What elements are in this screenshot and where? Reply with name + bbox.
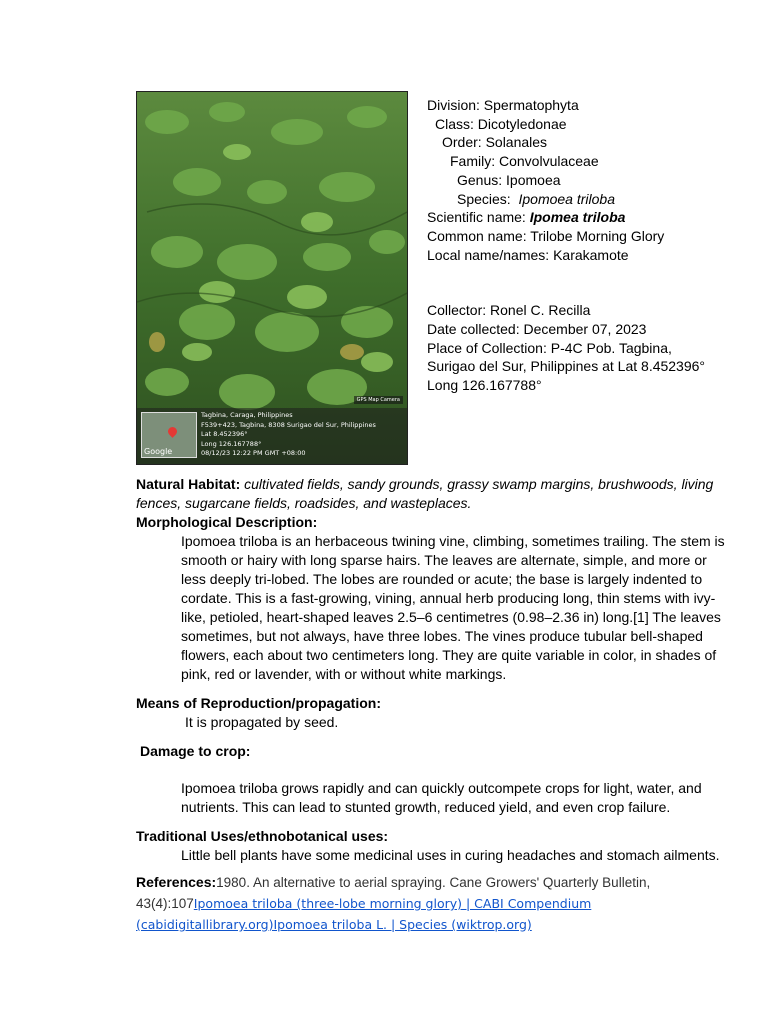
references bbox=[136, 872, 726, 935]
reproduction-heading: Means of Reproduction/propagation: bbox=[136, 695, 381, 711]
species-label: Species: bbox=[457, 190, 519, 207]
order: Order: Solanales bbox=[442, 134, 548, 151]
gps-datetime: 08/12/23 12:22 PM GMT +08:00 bbox=[201, 449, 306, 457]
natural-habitat bbox=[136, 475, 726, 513]
gps-minimap bbox=[141, 412, 197, 458]
map-logo: Google bbox=[144, 447, 173, 456]
date-collected: Date collected: December 07, 2023 bbox=[427, 321, 647, 338]
uses-text: Little bell plants have some medicinal uses in curing headaches and stomach ailments. bbox=[181, 847, 720, 863]
uses-heading: Traditional Uses/ethnobotanical uses: bbox=[136, 828, 389, 844]
gps-location: Tagbina, Caraga, Philippines bbox=[201, 411, 293, 419]
local-name: Local name/names: Karakamote bbox=[427, 246, 629, 263]
damage-heading: Damage to crop: bbox=[140, 743, 251, 759]
species-value: Ipomoea triloba bbox=[518, 190, 615, 207]
genus: Genus: Ipomoea bbox=[457, 171, 561, 188]
gps-camera-badge: GPS Map Camera bbox=[354, 396, 403, 404]
map-pin-icon bbox=[166, 425, 179, 438]
family: Family: Convolvulaceae bbox=[450, 153, 599, 170]
class: Class: Dicotyledonae bbox=[435, 115, 567, 132]
reproduction-text: It is propagated by seed. bbox=[185, 714, 339, 730]
common-name: Common name: Trilobe Morning Glory bbox=[427, 227, 665, 244]
natural-habitat-value: cultivated fields, sandy grounds, grassy swamp margins, brushwoods, living fences, sugarcane fields, roadsides, and wasteplaces. bbox=[136, 476, 714, 511]
species bbox=[427, 190, 747, 209]
collector: Collector: Ronel C. Recilla bbox=[427, 302, 591, 319]
morphology-heading: Morphological Description: bbox=[136, 514, 318, 530]
morphology-text: Ipomoea triloba is an herbaceous twining vine, climbing, sometimes trailing. The stem is smooth or hairy with long sparse hairs. The leaves are alternate, simple, and more or less deeply tri-lobed. The lobes are rounded or acute; the base is largely indented to cordate. This is a fast-growing, vining, annual herb producing long, thin stems with ivy-like, petioled, heart-shaped leaves 2.5–6 centimetres (0.98–2.36 in) long.[1] The leaves sometimes, but not always, have three lobes. The vines produce tubular bell-shaped flowers, each about two centimeters long. They are quite variable in color, in shades of pink, red or lavender, with or without white markings. bbox=[181, 533, 725, 682]
gps-address: F539+423, Tagbina, 8308 Surigao del Sur, Philippines bbox=[201, 420, 376, 429]
references-text: 1980. An alternative to aerial spraying. Cane Growers' Quarterly Bulletin, 43(4):107 bbox=[136, 875, 651, 911]
scientific-name bbox=[427, 208, 747, 227]
description-body bbox=[136, 475, 726, 935]
scientific-name-value: Ipomea triloba bbox=[529, 209, 626, 226]
natural-habitat-label: Natural Habitat: bbox=[136, 476, 241, 492]
collection-long: Long 126.167788° bbox=[427, 377, 542, 394]
scientific-name-label: Scientific name: bbox=[427, 209, 530, 226]
gps-long: Long 126.167788° bbox=[201, 439, 262, 448]
reference-link-wiktrop[interactable]: Ipomoea triloba L. | Species (wiktrop.org) bbox=[273, 917, 532, 932]
place-of-collection-cont: Surigao del Sur, Philippines at Lat 8.452396° bbox=[427, 358, 706, 375]
gps-lat: Lat 8.452396° bbox=[201, 430, 248, 438]
reference-link-cabi[interactable]: Ipomoea triloba (three-lobe morning glory) | CABI Compendium (cabidigitallibrary.org) bbox=[136, 896, 592, 932]
gps-overlay bbox=[137, 397, 407, 464]
place-of-collection: Place of Collection: P-4C Pob. Tagbina, bbox=[427, 339, 672, 356]
damage-text: Ipomoea triloba grows rapidly and can quickly outcompete crops for light, water, and nutrients. This can lead to stunted growth, reduced yield, and even crop failure. bbox=[181, 780, 702, 815]
references-label: References: bbox=[136, 874, 217, 890]
division: Division: Spermatophyta bbox=[427, 97, 579, 113]
plant-photo bbox=[136, 91, 408, 465]
taxonomy-block bbox=[427, 96, 747, 395]
